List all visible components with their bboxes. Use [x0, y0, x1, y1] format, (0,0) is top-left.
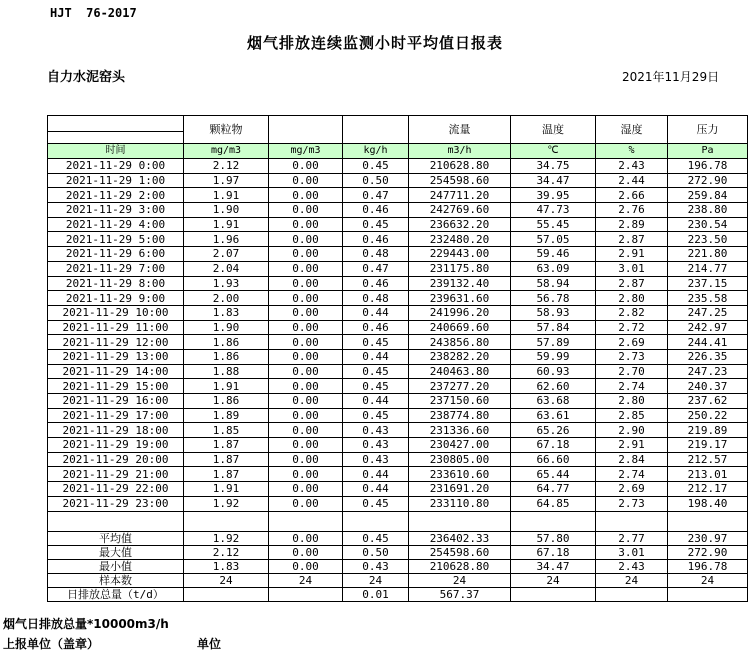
cell-value: 242.97	[668, 320, 748, 335]
cell-value: 56.78	[511, 291, 596, 306]
cell-empty	[48, 511, 184, 531]
cell-value: 567.37	[409, 587, 511, 601]
cell-value: 230.54	[668, 217, 748, 232]
header-pressure: 压力	[668, 116, 748, 144]
cell-value: 2.43	[596, 559, 668, 573]
cell-value: 196.78	[668, 559, 748, 573]
cell-value: 238774.80	[409, 408, 511, 423]
cell-time: 2021-11-29 14:00	[48, 364, 184, 379]
unit-m3h: m3/h	[409, 144, 511, 159]
cell-value: 2.66	[596, 188, 668, 203]
cell-value: 0.00	[269, 247, 343, 262]
cell-value: 1.92	[184, 531, 269, 545]
cell-value: 0.46	[343, 320, 409, 335]
table-row	[48, 335, 748, 350]
unit-mgm3-2: mg/m3	[269, 144, 343, 159]
cell-value: 0.46	[343, 232, 409, 247]
cell-time: 2021-11-29 12:00	[48, 335, 184, 350]
cell-value: 0.00	[269, 349, 343, 364]
cell-value: 63.61	[511, 408, 596, 423]
cell-value: 1.96	[184, 232, 269, 247]
cell-value: 67.18	[511, 438, 596, 453]
cell-value: 24	[269, 573, 343, 587]
table-row	[48, 379, 748, 394]
cell-value: 240669.60	[409, 320, 511, 335]
cell-value: 2.74	[596, 467, 668, 482]
cell-time: 2021-11-29 1:00	[48, 173, 184, 188]
cell-value: 242769.60	[409, 203, 511, 218]
cell-value: 24	[343, 573, 409, 587]
cell-value: 0.45	[343, 159, 409, 174]
cell-value: 0.00	[269, 531, 343, 545]
cell-value: 2.85	[596, 408, 668, 423]
summary-row	[48, 587, 748, 601]
cell-value: 0.44	[343, 467, 409, 482]
doc-code: HJT 76-2017	[50, 6, 137, 20]
cell-value: 1.86	[184, 394, 269, 409]
table-row	[48, 349, 748, 364]
summary-row	[48, 531, 748, 545]
cell-value: 0.00	[269, 452, 343, 467]
cell-value: 39.95	[511, 188, 596, 203]
cell-value	[343, 511, 409, 531]
cell-value: 231336.60	[409, 423, 511, 438]
table-head	[48, 116, 748, 159]
cell-value: 241996.20	[409, 305, 511, 320]
cell-value: 210628.80	[409, 559, 511, 573]
separator-row	[48, 511, 748, 531]
cell-value: 229443.00	[409, 247, 511, 262]
cell-time: 2021-11-29 22:00	[48, 482, 184, 497]
cell-value: 0.00	[269, 394, 343, 409]
table-row	[48, 261, 748, 276]
table-row	[48, 173, 748, 188]
cell-time: 2021-11-29 18:00	[48, 423, 184, 438]
cell-value: 2.07	[184, 247, 269, 262]
unit-percent: %	[596, 144, 668, 159]
cell-value: 2.69	[596, 335, 668, 350]
cell-value: 0.43	[343, 559, 409, 573]
cell-value: 2.12	[184, 545, 269, 559]
cell-value: 0.00	[269, 159, 343, 174]
cell-label: 最小值	[48, 559, 184, 573]
cell-value: 3.01	[596, 545, 668, 559]
cell-value: 238.80	[668, 203, 748, 218]
report-date: 2021年11月29日	[622, 70, 720, 84]
cell-value: 0.44	[343, 482, 409, 497]
cell-value: 0.45	[343, 496, 409, 511]
cell-value: 1.97	[184, 173, 269, 188]
cell-value: 272.90	[668, 173, 748, 188]
cell-value: 0.00	[269, 335, 343, 350]
table-row	[48, 394, 748, 409]
cell-value: 233610.60	[409, 467, 511, 482]
cell-value: 2.00	[184, 291, 269, 306]
footer-note: 烟气日排放总量*10000m3/h	[3, 617, 169, 631]
cell-value: 1.91	[184, 217, 269, 232]
cell-value: 223.50	[668, 232, 748, 247]
cell-value: 0.00	[269, 559, 343, 573]
header-blank-2	[343, 116, 409, 144]
cell-time: 2021-11-29 10:00	[48, 305, 184, 320]
table-row	[48, 232, 748, 247]
cell-value: 0.00	[269, 232, 343, 247]
unit-label: 单位	[197, 637, 222, 651]
cell-value: 236402.33	[409, 531, 511, 545]
cell-value: 2.43	[596, 159, 668, 174]
cell-value: 243856.80	[409, 335, 511, 350]
cell-value: 214.77	[668, 261, 748, 276]
cell-time: 2021-11-29 17:00	[48, 408, 184, 423]
cell-value: 0.00	[269, 320, 343, 335]
header-blank-1	[269, 116, 343, 144]
cell-value: 67.18	[511, 545, 596, 559]
cell-value: 210628.80	[409, 159, 511, 174]
cell-value: 58.93	[511, 305, 596, 320]
cell-value: 65.26	[511, 423, 596, 438]
page-title: 烟气排放连续监测小时平均值日报表	[246, 34, 503, 52]
cell-value: 0.47	[343, 261, 409, 276]
cell-value: 254598.60	[409, 545, 511, 559]
cell-value: 0.00	[269, 217, 343, 232]
cell-time: 2021-11-29 6:00	[48, 247, 184, 262]
cell-value: 0.45	[343, 408, 409, 423]
cell-value: 239132.40	[409, 276, 511, 291]
cell-value: 0.43	[343, 423, 409, 438]
cell-value: 0.00	[269, 305, 343, 320]
cell-value: 34.47	[511, 559, 596, 573]
cell-time: 2021-11-29 3:00	[48, 203, 184, 218]
cell-value: 0.00	[269, 364, 343, 379]
table-row	[48, 364, 748, 379]
cell-value: 0.00	[269, 203, 343, 218]
cell-value: 239631.60	[409, 291, 511, 306]
table-row	[48, 467, 748, 482]
cell-value: 2.91	[596, 438, 668, 453]
cell-value: 1.91	[184, 482, 269, 497]
unit-row	[48, 144, 748, 159]
cell-value: 0.00	[269, 467, 343, 482]
table-row	[48, 188, 748, 203]
cell-value: 2.70	[596, 364, 668, 379]
cell-value: 3.01	[596, 261, 668, 276]
cell-value: 230805.00	[409, 452, 511, 467]
cell-value: 237.62	[668, 394, 748, 409]
cell-value: 0.00	[269, 276, 343, 291]
cell-value: 231175.80	[409, 261, 511, 276]
table-row	[48, 291, 748, 306]
cell-value	[596, 587, 668, 601]
cell-value	[269, 511, 343, 531]
cell-value	[184, 587, 269, 601]
unit-celsius: ℃	[511, 144, 596, 159]
header-temperature: 温度	[511, 116, 596, 144]
unit-pa: Pa	[668, 144, 748, 159]
table-row	[48, 496, 748, 511]
cell-value: 0.00	[269, 408, 343, 423]
cell-value: 0.46	[343, 203, 409, 218]
cell-value: 2.04	[184, 261, 269, 276]
cell-time: 2021-11-29 7:00	[48, 261, 184, 276]
table-row	[48, 438, 748, 453]
corner-cell-bottom	[48, 132, 184, 144]
table-row	[48, 423, 748, 438]
cell-value: 62.60	[511, 379, 596, 394]
cell-value: 1.93	[184, 276, 269, 291]
cell-value: 259.84	[668, 188, 748, 203]
cell-value: 1.91	[184, 379, 269, 394]
summary-row	[48, 573, 748, 587]
cell-value	[596, 511, 668, 531]
cell-value: 24	[596, 573, 668, 587]
cell-value: 196.78	[668, 159, 748, 174]
cell-value: 240.37	[668, 379, 748, 394]
cell-value: 57.05	[511, 232, 596, 247]
cell-value: 1.90	[184, 320, 269, 335]
cell-value: 1.87	[184, 438, 269, 453]
cell-value: 0.44	[343, 394, 409, 409]
cell-value: 1.83	[184, 559, 269, 573]
table-row	[48, 247, 748, 262]
cell-value: 2.74	[596, 379, 668, 394]
cell-value: 0.47	[343, 188, 409, 203]
cell-time: 2021-11-29 8:00	[48, 276, 184, 291]
cell-value: 2.80	[596, 291, 668, 306]
cell-value: 0.43	[343, 452, 409, 467]
cell-value: 1.86	[184, 349, 269, 364]
cell-value: 237.15	[668, 276, 748, 291]
cell-value: 34.75	[511, 159, 596, 174]
cell-value: 65.44	[511, 467, 596, 482]
cell-value	[269, 587, 343, 601]
cell-value: 213.01	[668, 467, 748, 482]
cell-value: 59.46	[511, 247, 596, 262]
cell-time: 2021-11-29 15:00	[48, 379, 184, 394]
cell-value: 66.60	[511, 452, 596, 467]
cell-value: 2.84	[596, 452, 668, 467]
cell-time: 2021-11-29 4:00	[48, 217, 184, 232]
cell-value: 0.48	[343, 291, 409, 306]
cell-value: 1.85	[184, 423, 269, 438]
cell-value: 212.17	[668, 482, 748, 497]
cell-value: 247711.20	[409, 188, 511, 203]
cell-value: 1.87	[184, 467, 269, 482]
cell-value: 1.87	[184, 452, 269, 467]
cell-value: 2.69	[596, 482, 668, 497]
cell-value: 57.80	[511, 531, 596, 545]
cell-value	[668, 511, 748, 531]
table-row	[48, 276, 748, 291]
cell-value: 0.43	[343, 438, 409, 453]
cell-value: 2.91	[596, 247, 668, 262]
unit-mgm3-1: mg/m3	[184, 144, 269, 159]
table-row	[48, 452, 748, 467]
cell-label: 样本数	[48, 573, 184, 587]
cell-value	[409, 511, 511, 531]
cell-value: 233110.80	[409, 496, 511, 511]
cell-value: 63.09	[511, 261, 596, 276]
cell-value	[511, 587, 596, 601]
cell-value: 47.73	[511, 203, 596, 218]
cell-time: 2021-11-29 0:00	[48, 159, 184, 174]
cell-value: 59.99	[511, 349, 596, 364]
cell-time: 2021-11-29 20:00	[48, 452, 184, 467]
cell-value: 2.44	[596, 173, 668, 188]
cell-value: 236632.20	[409, 217, 511, 232]
cell-value: 0.46	[343, 276, 409, 291]
cell-value: 254598.60	[409, 173, 511, 188]
cell-value: 2.73	[596, 496, 668, 511]
table-row	[48, 203, 748, 218]
cell-value: 0.45	[343, 531, 409, 545]
cell-value: 1.88	[184, 364, 269, 379]
cell-value: 238282.20	[409, 349, 511, 364]
cell-value: 198.40	[668, 496, 748, 511]
cell-label: 平均值	[48, 531, 184, 545]
cell-value: 0.00	[269, 438, 343, 453]
cell-value: 0.00	[269, 379, 343, 394]
cell-value: 2.77	[596, 531, 668, 545]
cell-value: 0.50	[343, 173, 409, 188]
cell-value: 2.76	[596, 203, 668, 218]
cell-value: 232480.20	[409, 232, 511, 247]
cell-value: 2.72	[596, 320, 668, 335]
cell-value: 55.45	[511, 217, 596, 232]
unit-kgh: kg/h	[343, 144, 409, 159]
cell-value: 0.45	[343, 335, 409, 350]
cell-value: 231691.20	[409, 482, 511, 497]
cell-value: 34.47	[511, 173, 596, 188]
cell-value: 0.50	[343, 545, 409, 559]
cell-value: 2.82	[596, 305, 668, 320]
time-header: 时间	[48, 144, 184, 159]
cell-value: 57.84	[511, 320, 596, 335]
cell-value: 0.00	[269, 496, 343, 511]
cell-value: 58.94	[511, 276, 596, 291]
table-row	[48, 408, 748, 423]
cell-value: 212.57	[668, 452, 748, 467]
report-table	[47, 115, 748, 602]
cell-value: 0.45	[343, 364, 409, 379]
header-row-top	[48, 116, 748, 132]
cell-time: 2021-11-29 23:00	[48, 496, 184, 511]
report-unit-label: 上报单位（盖章）	[3, 637, 100, 651]
cell-value: 221.80	[668, 247, 748, 262]
cell-value: 1.90	[184, 203, 269, 218]
cell-value: 2.90	[596, 423, 668, 438]
cell-value: 24	[511, 573, 596, 587]
cell-value: 237277.20	[409, 379, 511, 394]
cell-value: 0.00	[269, 188, 343, 203]
cell-value: 64.77	[511, 482, 596, 497]
cell-value: 0.00	[269, 545, 343, 559]
cell-value	[668, 587, 748, 601]
cell-value: 24	[184, 573, 269, 587]
cell-value: 0.45	[343, 379, 409, 394]
summary-row	[48, 545, 748, 559]
table-row	[48, 305, 748, 320]
cell-value: 219.17	[668, 438, 748, 453]
company-name: 自力水泥窑头	[47, 70, 126, 85]
cell-value: 0.48	[343, 247, 409, 262]
cell-value: 1.83	[184, 305, 269, 320]
table-body	[48, 159, 748, 602]
cell-value: 2.80	[596, 394, 668, 409]
cell-time: 2021-11-29 5:00	[48, 232, 184, 247]
cell-time: 2021-11-29 19:00	[48, 438, 184, 453]
table-row	[48, 217, 748, 232]
cell-value: 272.90	[668, 545, 748, 559]
corner-cell-top	[48, 116, 184, 132]
cell-value	[184, 511, 269, 531]
cell-value: 240463.80	[409, 364, 511, 379]
cell-value: 0.00	[269, 173, 343, 188]
cell-label: 最大值	[48, 545, 184, 559]
cell-time: 2021-11-29 11:00	[48, 320, 184, 335]
header-particulate: 颗粒物	[184, 116, 269, 144]
header-flow: 流量	[409, 116, 511, 144]
cell-value: 0.45	[343, 217, 409, 232]
cell-value: 0.00	[269, 423, 343, 438]
cell-value: 1.92	[184, 496, 269, 511]
cell-time: 2021-11-29 2:00	[48, 188, 184, 203]
cell-value: 0.44	[343, 349, 409, 364]
cell-value: 1.91	[184, 188, 269, 203]
cell-time: 2021-11-29 9:00	[48, 291, 184, 306]
cell-value: 247.23	[668, 364, 748, 379]
cell-value: 2.87	[596, 232, 668, 247]
cell-value: 0.00	[269, 291, 343, 306]
cell-value: 230427.00	[409, 438, 511, 453]
table-row	[48, 159, 748, 174]
cell-value: 219.89	[668, 423, 748, 438]
cell-value: 2.89	[596, 217, 668, 232]
cell-time: 2021-11-29 13:00	[48, 349, 184, 364]
cell-value: 24	[409, 573, 511, 587]
cell-value: 63.68	[511, 394, 596, 409]
cell-value: 0.00	[269, 482, 343, 497]
summary-row	[48, 559, 748, 573]
cell-value: 60.93	[511, 364, 596, 379]
cell-value	[511, 511, 596, 531]
cell-value: 0.00	[269, 261, 343, 276]
cell-value: 57.89	[511, 335, 596, 350]
cell-time: 2021-11-29 21:00	[48, 467, 184, 482]
cell-value: 2.87	[596, 276, 668, 291]
cell-value: 250.22	[668, 408, 748, 423]
cell-value: 1.86	[184, 335, 269, 350]
cell-time: 2021-11-29 16:00	[48, 394, 184, 409]
cell-value: 64.85	[511, 496, 596, 511]
cell-value: 1.89	[184, 408, 269, 423]
cell-value: 226.35	[668, 349, 748, 364]
cell-value: 2.73	[596, 349, 668, 364]
header-humidity: 湿度	[596, 116, 668, 144]
cell-value: 237150.60	[409, 394, 511, 409]
cell-label: 日排放总量（t/d）	[48, 587, 184, 601]
cell-value: 235.58	[668, 291, 748, 306]
table-row	[48, 482, 748, 497]
cell-value: 0.44	[343, 305, 409, 320]
table-row	[48, 320, 748, 335]
cell-value: 247.25	[668, 305, 748, 320]
cell-value: 230.97	[668, 531, 748, 545]
cell-value: 244.41	[668, 335, 748, 350]
cell-value: 2.12	[184, 159, 269, 174]
cell-value: 0.01	[343, 587, 409, 601]
cell-value: 24	[668, 573, 748, 587]
